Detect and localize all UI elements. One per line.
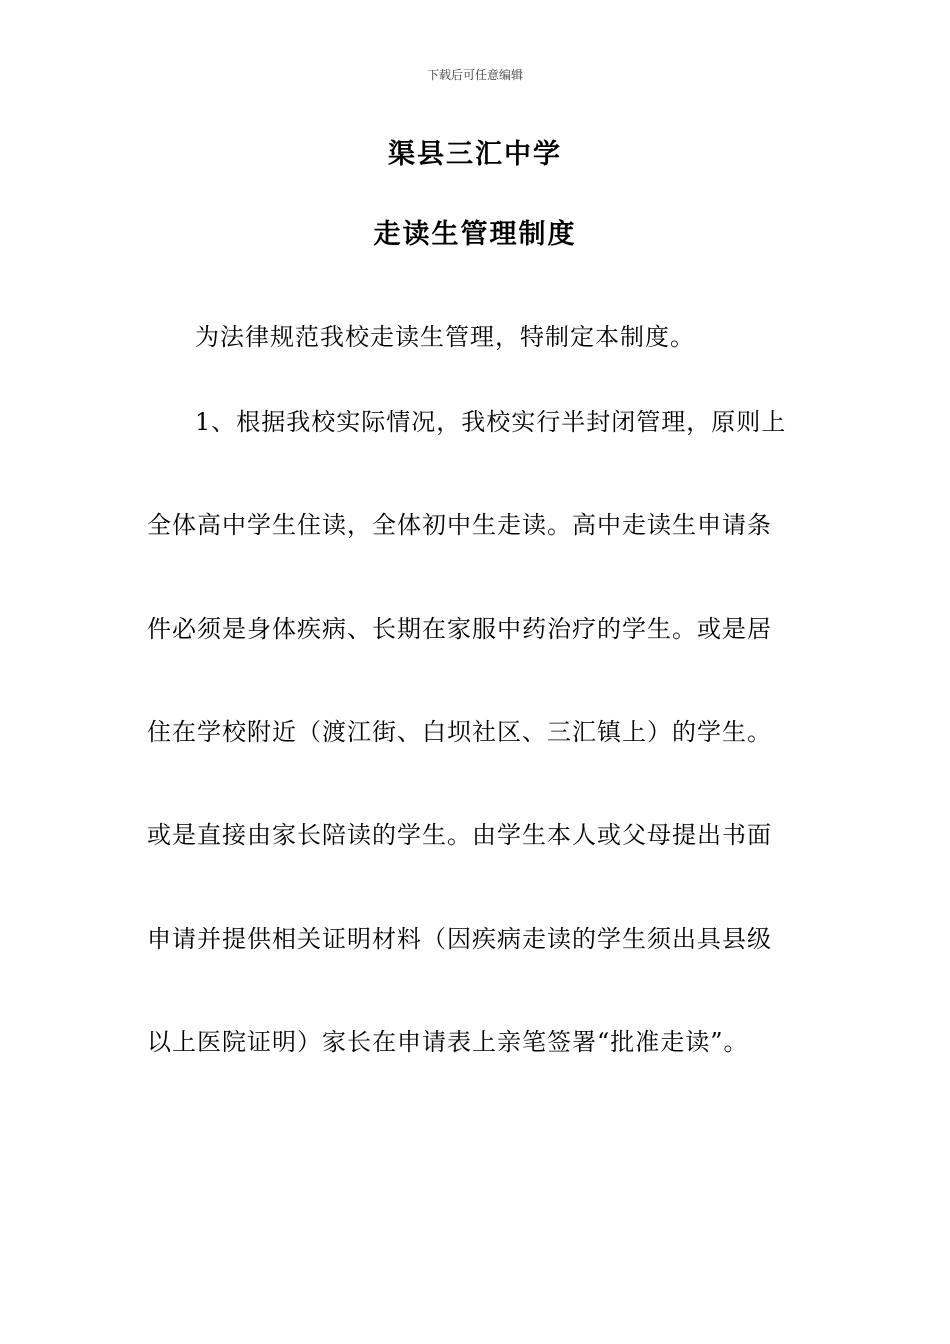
section1-line: 以上医院证明）家长在申请表上亲笔签署“批准走读”。 [147,1028,749,1056]
document-subtitle: 走读生管理制度 [373,219,577,250]
intro-paragraph: 为法律规范我校走读生管理，特制定本制度。 [195,323,695,351]
section1-line: 全体高中学生住读，全体初中生走读。高中走读生申请条 [147,511,772,539]
section1-line: 或是直接由家长陪读的学生。由学生本人或父母提出书面 [147,821,772,849]
section1-line: 申请并提供相关证明材料（因疾病走读的学生须出具县级 [147,925,772,953]
section1-line: 住在学校附近（渡江街、白坝社区、三汇镇上）的学生。 [147,718,772,746]
page-header-note: 下载后可任意编辑 [426,68,523,82]
section1-line: 件必须是身体疾病、长期在家服中药治疗的学生。或是居 [147,615,772,643]
document-title: 渠县三汇中学 [388,139,562,170]
section1-line: 1、根据我校实际情况，我校实行半封闭管理，原则上 [195,408,787,436]
